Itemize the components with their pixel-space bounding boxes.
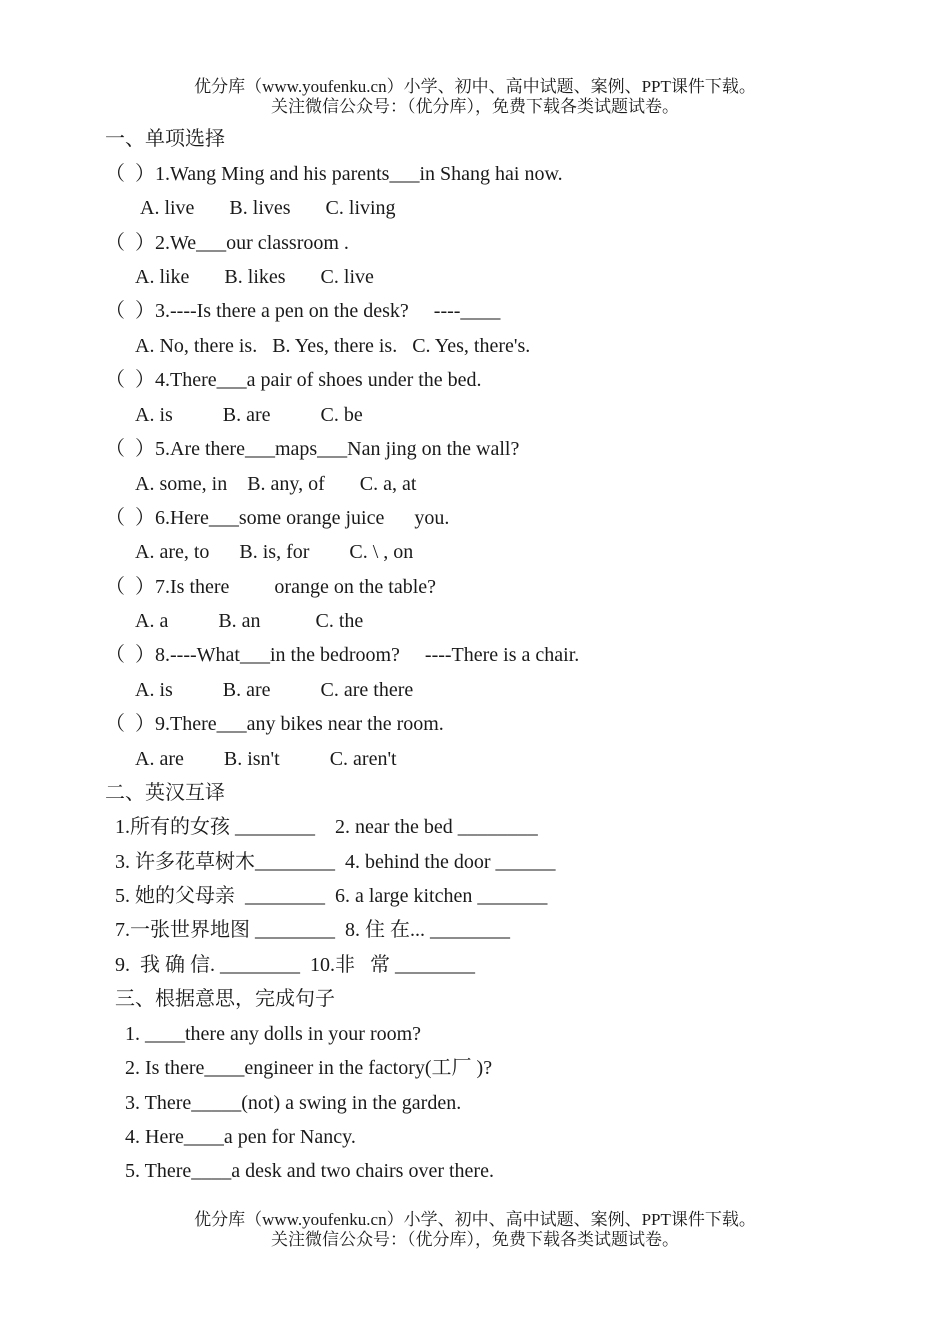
completion-item-5: 5. There____a desk and two chairs over there. bbox=[125, 1160, 494, 1182]
header-line-1: 优分库（www.youfenku.cn）小学、初中、高中试题、案例、PPT课件下载。 bbox=[194, 77, 756, 96]
question-2-stem: （ ）2.We___our classroom . bbox=[105, 232, 349, 254]
question-7-options: A. a B. an C. the bbox=[135, 610, 364, 632]
footer-line-1: 优分库（www.youfenku.cn）小学、初中、高中试题、案例、PPT课件下载。 bbox=[194, 1210, 756, 1229]
question-1-stem: （ ）1.Wang Ming and his parents___in Shang hai now. bbox=[105, 163, 563, 185]
question-5-options: A. some, in B. any, of C. a, at bbox=[135, 473, 417, 495]
completion-item-3: 3. There_____(not) a swing in the garden. bbox=[125, 1092, 462, 1114]
footer-line-2: 关注微信公众号：（优分库），免费下载各类试题试卷。 bbox=[271, 1230, 679, 1249]
question-4-stem: （ ）4.There___a pair of shoes under the bed. bbox=[105, 369, 482, 391]
section-1-title: 一、单项选择 bbox=[105, 128, 225, 150]
question-8-stem: （ ）8.----What___in the bedroom? ----There is a chair. bbox=[105, 644, 580, 666]
question-3-stem: （ ）3.----Is there a pen on the desk? ----____ bbox=[105, 300, 501, 322]
question-6-stem: （ ）6.Here___some orange juice you. bbox=[105, 507, 450, 529]
section-3-title: 三、根据意思，完成句子 bbox=[115, 988, 335, 1010]
question-7-stem: （ ）7.Is there orange on the table? bbox=[105, 576, 437, 598]
question-8-options: A. is B. are C. are there bbox=[135, 679, 414, 701]
question-6-options: A. are, to B. is, for C. \ , on bbox=[135, 541, 414, 563]
completion-item-1: 1. ____there any dolls in your room? bbox=[125, 1023, 422, 1045]
completion-item-4: 4. Here____a pen for Nancy. bbox=[125, 1126, 356, 1148]
translation-row-5: 9. 我 确 信. ________ 10.非 常 ________ bbox=[115, 954, 475, 976]
translation-row-2: 3. 许多花草树木________ 4. behind the door ______ bbox=[115, 851, 556, 873]
translation-row-1: 1.所有的女孩 ________ 2. near the bed ________ bbox=[115, 816, 538, 838]
translation-row-4: 7.一张世界地图 ________ 8. 住 在... ________ bbox=[115, 919, 510, 941]
question-5-stem: （ ）5.Are there___maps___Nan jing on the wall? bbox=[105, 438, 520, 460]
question-4-options: A. is B. are C. be bbox=[135, 404, 363, 426]
question-9-stem: （ ）9.There___any bikes near the room. bbox=[105, 713, 444, 735]
completion-item-2: 2. Is there____engineer in the factory(工厂 )? bbox=[125, 1057, 493, 1079]
question-1-options: A. live B. lives C. living bbox=[140, 197, 396, 219]
question-2-options: A. like B. likes C. live bbox=[135, 266, 374, 288]
question-9-options: A. are B. isn't C. aren't bbox=[135, 748, 397, 770]
section-2-title: 二、英汉互译 bbox=[105, 782, 225, 804]
question-3-options: A. No, there is. B. Yes, there is. C. Yes, there's. bbox=[135, 335, 531, 357]
translation-row-3: 5. 她的父母亲 ________ 6. a large kitchen _______ bbox=[115, 885, 548, 907]
header-line-2: 关注微信公众号：（优分库），免费下载各类试题试卷。 bbox=[271, 97, 679, 116]
